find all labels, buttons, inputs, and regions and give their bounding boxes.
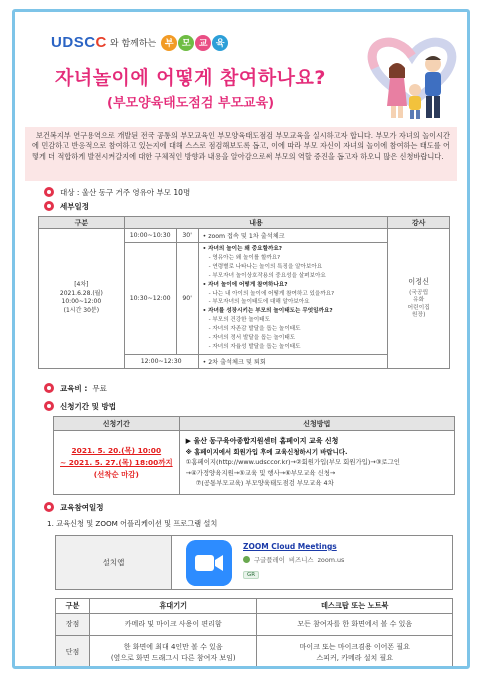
header <box>15 12 467 136</box>
col-header: 데스크탑 또는 노트북 <box>257 599 453 614</box>
poster-frame <box>12 9 470 669</box>
device-compare-table <box>55 598 453 669</box>
brand-with-text: 와 함께하는 <box>109 39 157 49</box>
topic-item: • 자녀의 놀이는 왜 중요할까요? <box>202 246 283 252</box>
target-text: 대상 : 울산 동구 거주 영유아 부모 10명 <box>60 187 191 197</box>
zoom-app-icon[interactable] <box>186 540 232 586</box>
instructor-note: (국공립 유화 어린이집 원장) <box>407 289 430 319</box>
fee-label: 교육비 : <box>60 383 88 393</box>
time-cell: 10:00~10:30 <box>124 229 176 243</box>
session-cell: [4차] 2021.6.28.(월) 10:00~12:00 (1시간 30분) <box>39 229 125 369</box>
brand-circles <box>161 35 228 51</box>
topic-item: - 부모자녀 놀이상호작용의 중요성을 살펴보아요 <box>208 272 326 279</box>
brand-circle: 육 <box>212 35 228 51</box>
intro-text: 보건복지부 연구용역으로 개발된 전국 공통의 부모교육인 부모양육태도점검 부모교육을 실시하고자 합니다. 부모가 자녀의 놀이시간에 민감하고 반응적으로 참여하고 있는지에 대해 스스로 점검해보도록 돕고, 이에 따라 부모 자신이 자녀의 놀이에 참여하는 태도를 어떻게 더 적합하게 발전시켜갈지에 대한 구체적인 방향과 내용을 알아감으로써 부모의 역할 증진을 돕고자 하오니 많은 신청바랍니다. <box>32 131 450 161</box>
method-line: ▶ 울산 동구육아종합지원센터 홈페이지 교육 신청 <box>185 437 339 446</box>
table-row <box>56 636 453 670</box>
fee-value: 무료 <box>92 383 107 393</box>
brand-circle: 교 <box>195 35 211 51</box>
desktop-cell: 마이크 또는 마이크겸용 이어폰 필요 스피커, 카메라 설치 필요 <box>257 636 453 670</box>
duration-cell: 30' <box>176 229 198 243</box>
desktop-cell: 모든 참여자를 한 화면에서 볼 수 있음 <box>257 614 453 636</box>
edu-heading <box>43 501 103 513</box>
table-header-row <box>56 599 453 614</box>
zoom-app-card[interactable] <box>186 539 386 586</box>
topic-item: • 자녀를 성장시키는 부모의 놀이태도는 무엇일까요? <box>202 308 333 315</box>
gear-icon <box>43 382 55 394</box>
row-header: 장점 <box>56 614 90 636</box>
instructor-name: 이정신 <box>408 276 430 286</box>
mobile-cell: 한 화면에 최대 4인만 볼 수 있음 (옆으로 화면 드래그시 다른 참여자 보임) <box>89 636 257 670</box>
app-developer: zoom.us <box>317 555 345 564</box>
col-header: 구분 <box>56 599 90 614</box>
gear-icon <box>43 186 55 198</box>
content-cell: • 2차 출석체크 및 퇴회 <box>198 354 388 368</box>
content-cell <box>198 243 388 355</box>
fee-line <box>43 382 107 394</box>
apply-heading-text: 신청기간 및 방법 <box>60 401 116 411</box>
instructor-cell <box>388 229 450 369</box>
period-note: (선착순 마감) <box>93 469 139 479</box>
apply-table <box>53 416 455 495</box>
install-label: 설치앱 <box>56 536 172 589</box>
topic-item: - 연령별로 나타나는 놀이의 특징을 알아보아요 <box>208 263 323 270</box>
family-illustration-icon <box>357 28 467 128</box>
zoom-app-name[interactable]: ZOOM Cloud Meetings <box>243 542 337 551</box>
method-line: →④가정양육지원→⑤교육 및 행사→⑥부모교육 신청→ <box>185 468 336 477</box>
intro-box <box>25 127 457 181</box>
app-category: 비즈니스 <box>288 556 314 564</box>
edu-heading-text: 교육참여일정 <box>60 502 104 512</box>
method-line: ①홈페이지(http://www.udsccor.kr)→②회원가입(부모 회원가입)→③로그인 <box>185 458 400 467</box>
gear-icon <box>43 400 55 412</box>
apply-heading <box>43 400 116 412</box>
topic-item: - 자녀의 자율성 발달을 돕는 놀이태도 <box>208 343 301 350</box>
brand-circle: 부 <box>161 35 177 51</box>
period-start: 2021. 5. 20.(목) 10:00 <box>71 445 162 455</box>
method-line: ※ 홈페이지에서 회원가입 후에 교육신청하시기 바랍니다. <box>185 447 348 456</box>
gear-icon <box>43 501 55 513</box>
install-box <box>55 535 453 590</box>
step-1-text: 1. 교육신청 및 ZOOM 어플리케이션 및 프로그램 설치 <box>47 519 218 528</box>
topic-item: - 자녀의 자존감 발달을 돕는 놀이태도 <box>208 326 301 333</box>
method-cell <box>179 431 454 495</box>
schedule-table <box>38 216 450 369</box>
period-cell <box>54 431 180 495</box>
schedule-heading-text: 세부일정 <box>60 201 89 211</box>
period-end: ~ 2021. 5. 27.(목) 18:00까지 <box>60 457 173 467</box>
col-header: 신청방법 <box>179 417 454 431</box>
topic-item: - 영유아는 왜 놀이를 할까요? <box>208 254 281 261</box>
mobile-cell: 카메라 및 마이크 사용이 편리함 <box>89 614 257 636</box>
topic-item: - 나는 내 아이의 놀이에 어떻게 참여하고 있을까요? <box>208 290 335 297</box>
col-header: 내용 <box>124 217 388 229</box>
brand <box>51 34 228 51</box>
topic-item: - 부모자녀의 놀이태도에 대해 알아보아요 <box>208 299 310 306</box>
brand-logo: UDSCC <box>51 34 107 51</box>
row-header: 단점 <box>56 636 90 670</box>
topic-list <box>203 245 384 352</box>
page-subtitle: (부모양육태도점검 부모교육) <box>107 96 275 111</box>
google-play-icon <box>243 556 250 563</box>
topic-item: - 자녀의 정서 발달을 돕는 놀이태도 <box>208 335 296 342</box>
table-header-row <box>54 417 455 431</box>
method-line: ⑦(공통부모교육) 부모양육태도점검 부모교육 4차 <box>195 479 334 488</box>
duration-cell: 90' <box>176 243 198 355</box>
table-row <box>54 431 455 495</box>
col-header: 신청기간 <box>54 417 180 431</box>
col-header: 강사 <box>388 217 450 229</box>
target-line <box>43 186 190 198</box>
table-header-row <box>39 217 450 229</box>
zoom-app-meta <box>243 555 344 564</box>
topic-item: • 자녀 놀이에 어떻게 참여하나요? <box>202 281 288 288</box>
brand-circle: 모 <box>178 35 194 51</box>
schedule-heading <box>43 200 89 212</box>
gear-icon <box>43 200 55 212</box>
time-cell: 12:00~12:30 <box>124 354 198 368</box>
table-row <box>56 614 453 636</box>
time-cell: 10:30~12:00 <box>124 243 176 355</box>
table-row <box>39 229 450 243</box>
topic-item: - 부모의 건강한 놀이태도 <box>208 317 270 324</box>
content-cell: • zoom 접속 및 1차 출석체크 <box>198 229 388 243</box>
app-rating-badge: GR <box>243 571 259 579</box>
col-header: 구분 <box>39 217 125 229</box>
app-store: 구글플레이 <box>254 556 285 564</box>
page-title: 자녀놀이에 어떻게 참여하나요? <box>55 67 326 89</box>
col-header: 휴대기기 <box>89 599 257 614</box>
